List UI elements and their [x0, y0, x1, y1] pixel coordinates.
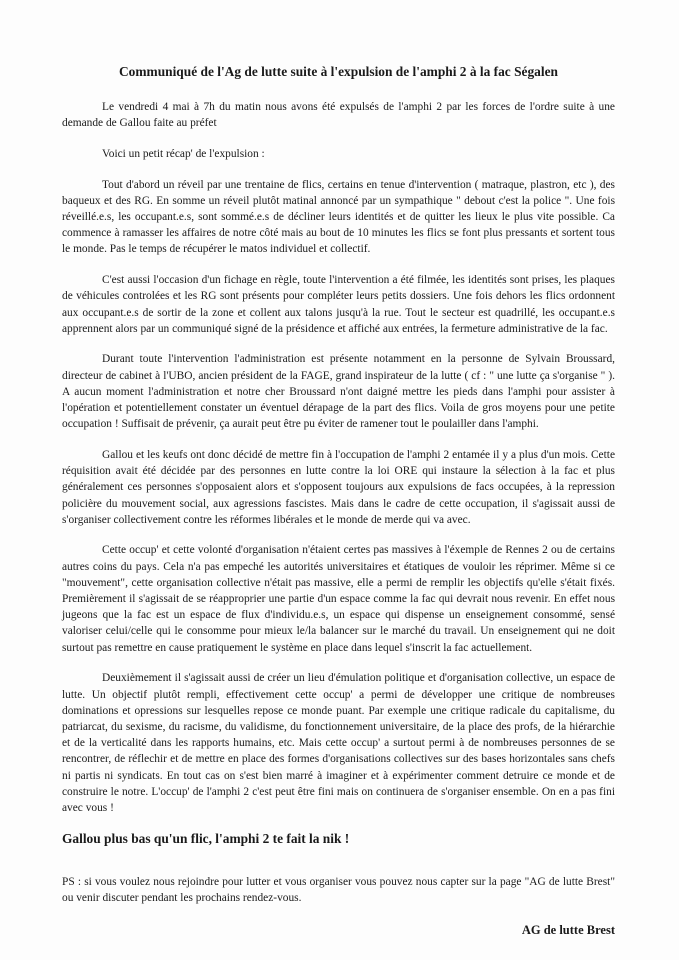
paragraph-emulation: Deuxièmement il s'agissait aussi de créer un lieu d'émulation politique et d'organisation collective, un espace de lutte. Un objectif plutôt rempli, effectivement cette occup' a permi de développer une critique de nombreuses dominations et opressions sur lesquelles repose ce monde puant. Par exemple une critique radicale du capitalisme, du patriarcat, du sexisme, du racisme, du validisme, du fonctionnement universitaire, de la place des profs, de la hiérarchie et de la verticalité dans les rapports humains, etc. Mais cette occup' a surtout permi à de nombreuses personnes de se rencontrer, de réflechir et de mettre en place des formes d'organisations collectives sur des bases horizontales sans chefs ni partis ni syndicats. En tout cas on s'est bien marré à imaginer et à expérimenter comment detruire ce monde et de construire le notre. L'occup' de l'amphi 2 c'est peut être fini mais on continuera de s'organiser ensemble. On en a pas fini avec vous !: [62, 672, 615, 815]
paragraph-administration: Durant toute l'intervention l'administration est présente notamment en la personne de Sylvain Broussard, directeur de cabinet à l'UBO, ancien président de la FAGE, grand inspirateur de la lutte ( cf : " une lutte ça s'organise " ). A aucun moment l'administration et notre cher Broussard n'ont daigné mettre les pieds dans l'amphi pour assister à l'opération et potentiellement constater un éventuel dérapage de la part des flics. Voila de gros moyens pour une petite occupation ! Suffisait de prévenir, ça aurait peut être pu éviter de ramener tout le poulailler dans l'amphi.: [62, 353, 615, 431]
paragraph-organisation: Cette occup' et cette volonté d'organisation n'étaient certes pas massives à l'éxemple de Rennes 2 ou de certains autres coins du pays. Cela n'a pas empeché les autorités universitaires et étatiques de vouloir les réprimer. Même si ce "mouvement", cette organisation collective n'était pas massive, elle a permi de remplir les objectifs qu'elle s'était fixés. Premièrement il s'agissait de se réapproprier une partie d'un espace comme la fac qui devrait nous revenir. En effet nous jugeons que la fac est un espace de flux d'individu.e.s, un espace qui dispense un enseignement consommé, sensé valoriser celui/celle qui le consomme pour mieux le/la balancer sur le marché du travail. Un enseignement qui ne doit surtout pas remettre en cause pratiquement le système en place dans lequel s'inscrit la fac actuellement.: [62, 544, 615, 654]
paragraph-fichage: C'est aussi l'occasion d'un fichage en règle, toute l'intervention a été filmée, les identités sont prises, les plaques de véhicules controlées et les RG sont présents pour compléter leurs petits dossiers. Une fois dehors les flics ordonnent aux occupant.e.s de sortir de la zone et collent aux talons jusqu'à la rue. Tout le secteur est quadrillé, les occupant.e.s apprennent alors par un communiqué signé de la présidence et affiché aux entrées, la fermeture administrative de la fac.: [62, 274, 615, 335]
paragraph-reveil: Tout d'abord un réveil par une trentaine de flics, certains en tenue d'intervention ( matraque, plastron, etc ), des baqueux et des RG. En somme un réveil plutôt matinal annoncé par un sympathique " debout c'est la police ". Une fois réveillé.e.s, les occupant.e.s, sont sommé.e.s de décliner leurs identités et de quitter les lieux le plus vite possible. Ca commence à ramasser les affaires de notre côté mais au bout de 10 minutes les flics se font plus pressants et sortent tous le monde. Pas le temps de récupérer le matos individuel et collectif.: [62, 178, 615, 256]
document-title: Communiqué de l'Ag de lutte suite à l'expulsion de l'amphi 2 à la fac Ségalen: [119, 64, 558, 79]
slogan-heading: Gallou plus bas qu'un flic, l'amphi 2 te fait la nik !: [62, 830, 350, 846]
paragraph-occupation: Gallou et les keufs ont donc décidé de mettre fin à l'occupation de l'amphi 2 entamée il y a plus d'un mois. Cette réquisition avait été décidée par des personnes en lutte contre la loi ORE qui instaure la sélection à la fac et plus généralement ces personnes s'opposaient alors et s'opposent toujours aux expulsions de facs occupées, à la repression policière du mouvement social, aux agressions fascistes. Mais dans le cadre de cette occupation, il s'agissait aussi de s'organiser collectivement contre les réformes libérales et le monde de merde qui va avec.: [62, 448, 615, 526]
paragraph-recap: Voici un petit récap' de l'expulsion :: [102, 147, 265, 160]
signature: AG de lutte Brest: [521, 923, 615, 937]
paragraph-intro: Le vendredi 4 mai à 7h du matin nous avons été expulsés de l'amphi 2 par les forces de l'ordre suite à une demande de Gallou faite au préfet: [62, 101, 615, 130]
postscript: PS : si vous voulez nous rejoindre pour lutter et vous organiser vous pouvez nous capter sur la page "AG de lutte Brest" ou venir discuter pendant les prochains rendez-vous.: [62, 875, 615, 904]
